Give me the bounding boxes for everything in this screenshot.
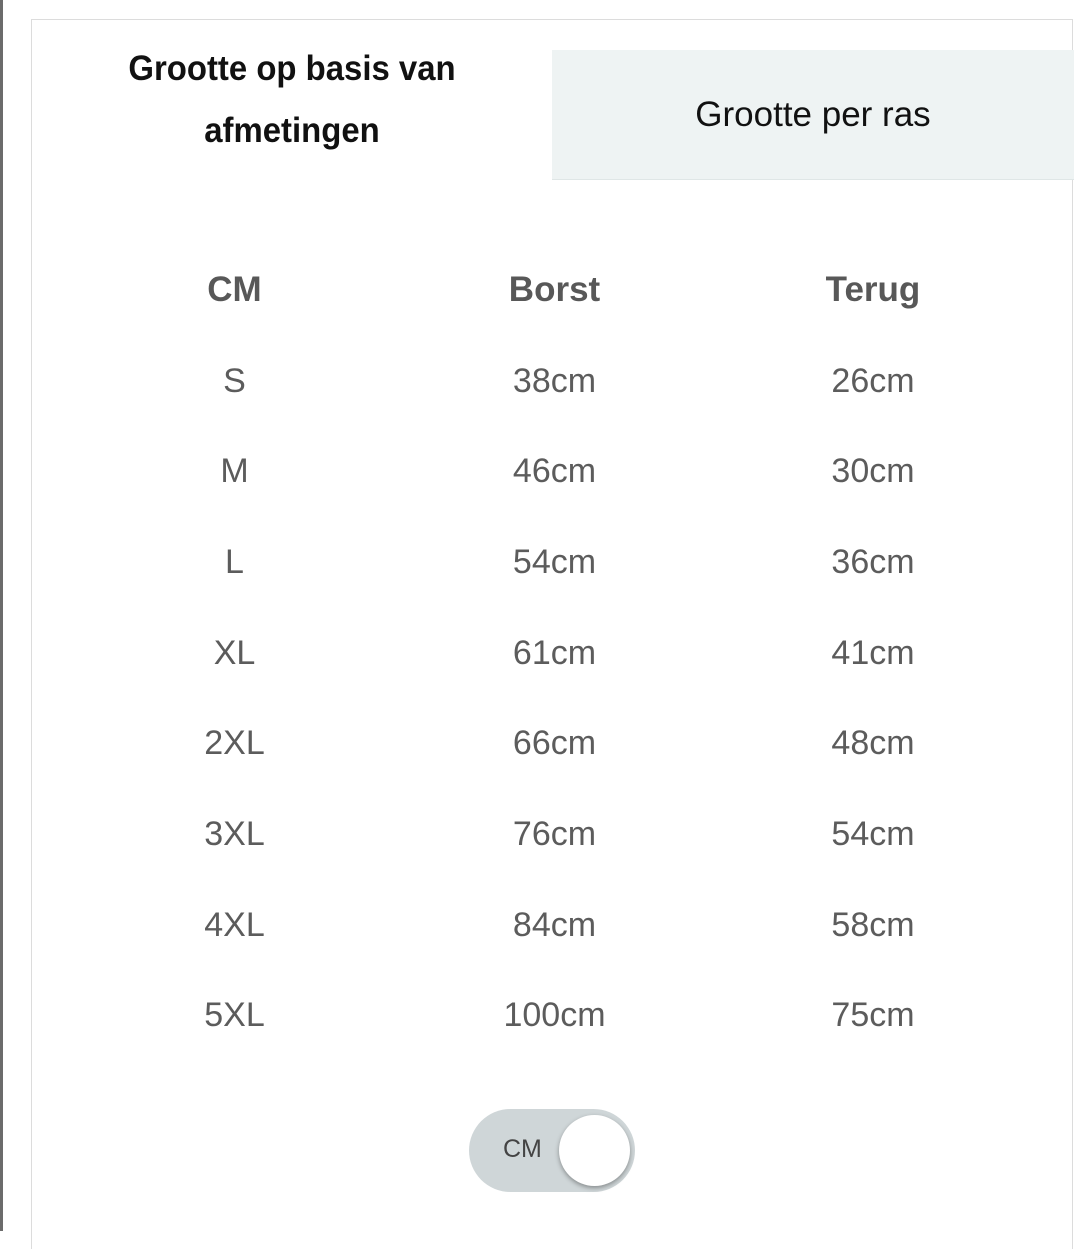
chest-cell: 61cm xyxy=(512,633,597,672)
table-row xyxy=(32,336,1074,427)
chest-cell: 100cm xyxy=(503,996,606,1035)
column-header-chest: Borst xyxy=(508,270,601,310)
size-cell: XL xyxy=(213,633,256,672)
table-row xyxy=(32,426,1074,517)
column-header-back: Terug xyxy=(825,270,921,310)
unit-toggle-label: CM xyxy=(503,1135,542,1163)
back-cell: 36cm xyxy=(831,542,915,581)
back-cell: 26cm xyxy=(831,361,915,400)
page-left-edge xyxy=(0,0,3,1231)
table-row xyxy=(32,517,1074,608)
tab-size-by-measurements[interactable] xyxy=(32,20,552,180)
chest-cell: 54cm xyxy=(512,542,597,581)
chest-cell: 66cm xyxy=(512,724,597,763)
tab-size-by-breed-label: Grootte per ras xyxy=(695,94,931,134)
size-table xyxy=(32,245,1074,1061)
size-cell: 3XL xyxy=(204,814,265,853)
back-cell: 75cm xyxy=(831,996,915,1035)
size-cell: L xyxy=(225,542,244,581)
size-cell: 5XL xyxy=(204,996,265,1035)
unit-toggle-switch[interactable] xyxy=(469,1109,635,1192)
back-cell: 48cm xyxy=(831,724,915,763)
chest-cell: 76cm xyxy=(512,814,597,853)
tab-size-by-breed[interactable] xyxy=(552,50,1074,180)
table-row xyxy=(32,880,1074,971)
table-header-row xyxy=(32,245,1074,336)
chest-cell: 46cm xyxy=(512,452,597,491)
chest-cell: 84cm xyxy=(512,905,597,944)
table-row xyxy=(32,698,1074,789)
table-row xyxy=(32,971,1074,1062)
table-row xyxy=(32,789,1074,880)
back-cell: 30cm xyxy=(831,452,915,491)
table-row xyxy=(32,608,1074,699)
toggle-knob[interactable] xyxy=(559,1115,630,1186)
size-guide-panel xyxy=(31,19,1073,1249)
size-cell: M xyxy=(220,452,249,491)
size-cell: 4XL xyxy=(204,905,265,944)
column-header-size: CM xyxy=(207,270,262,310)
tab-size-by-measurements-label: Grootte op basis van afmetingen xyxy=(128,49,456,150)
back-cell: 54cm xyxy=(831,814,915,853)
chest-cell: 38cm xyxy=(512,361,597,400)
size-cell: S xyxy=(223,361,246,400)
back-cell: 41cm xyxy=(831,633,915,672)
back-cell: 58cm xyxy=(831,905,915,944)
size-cell: 2XL xyxy=(204,724,265,763)
